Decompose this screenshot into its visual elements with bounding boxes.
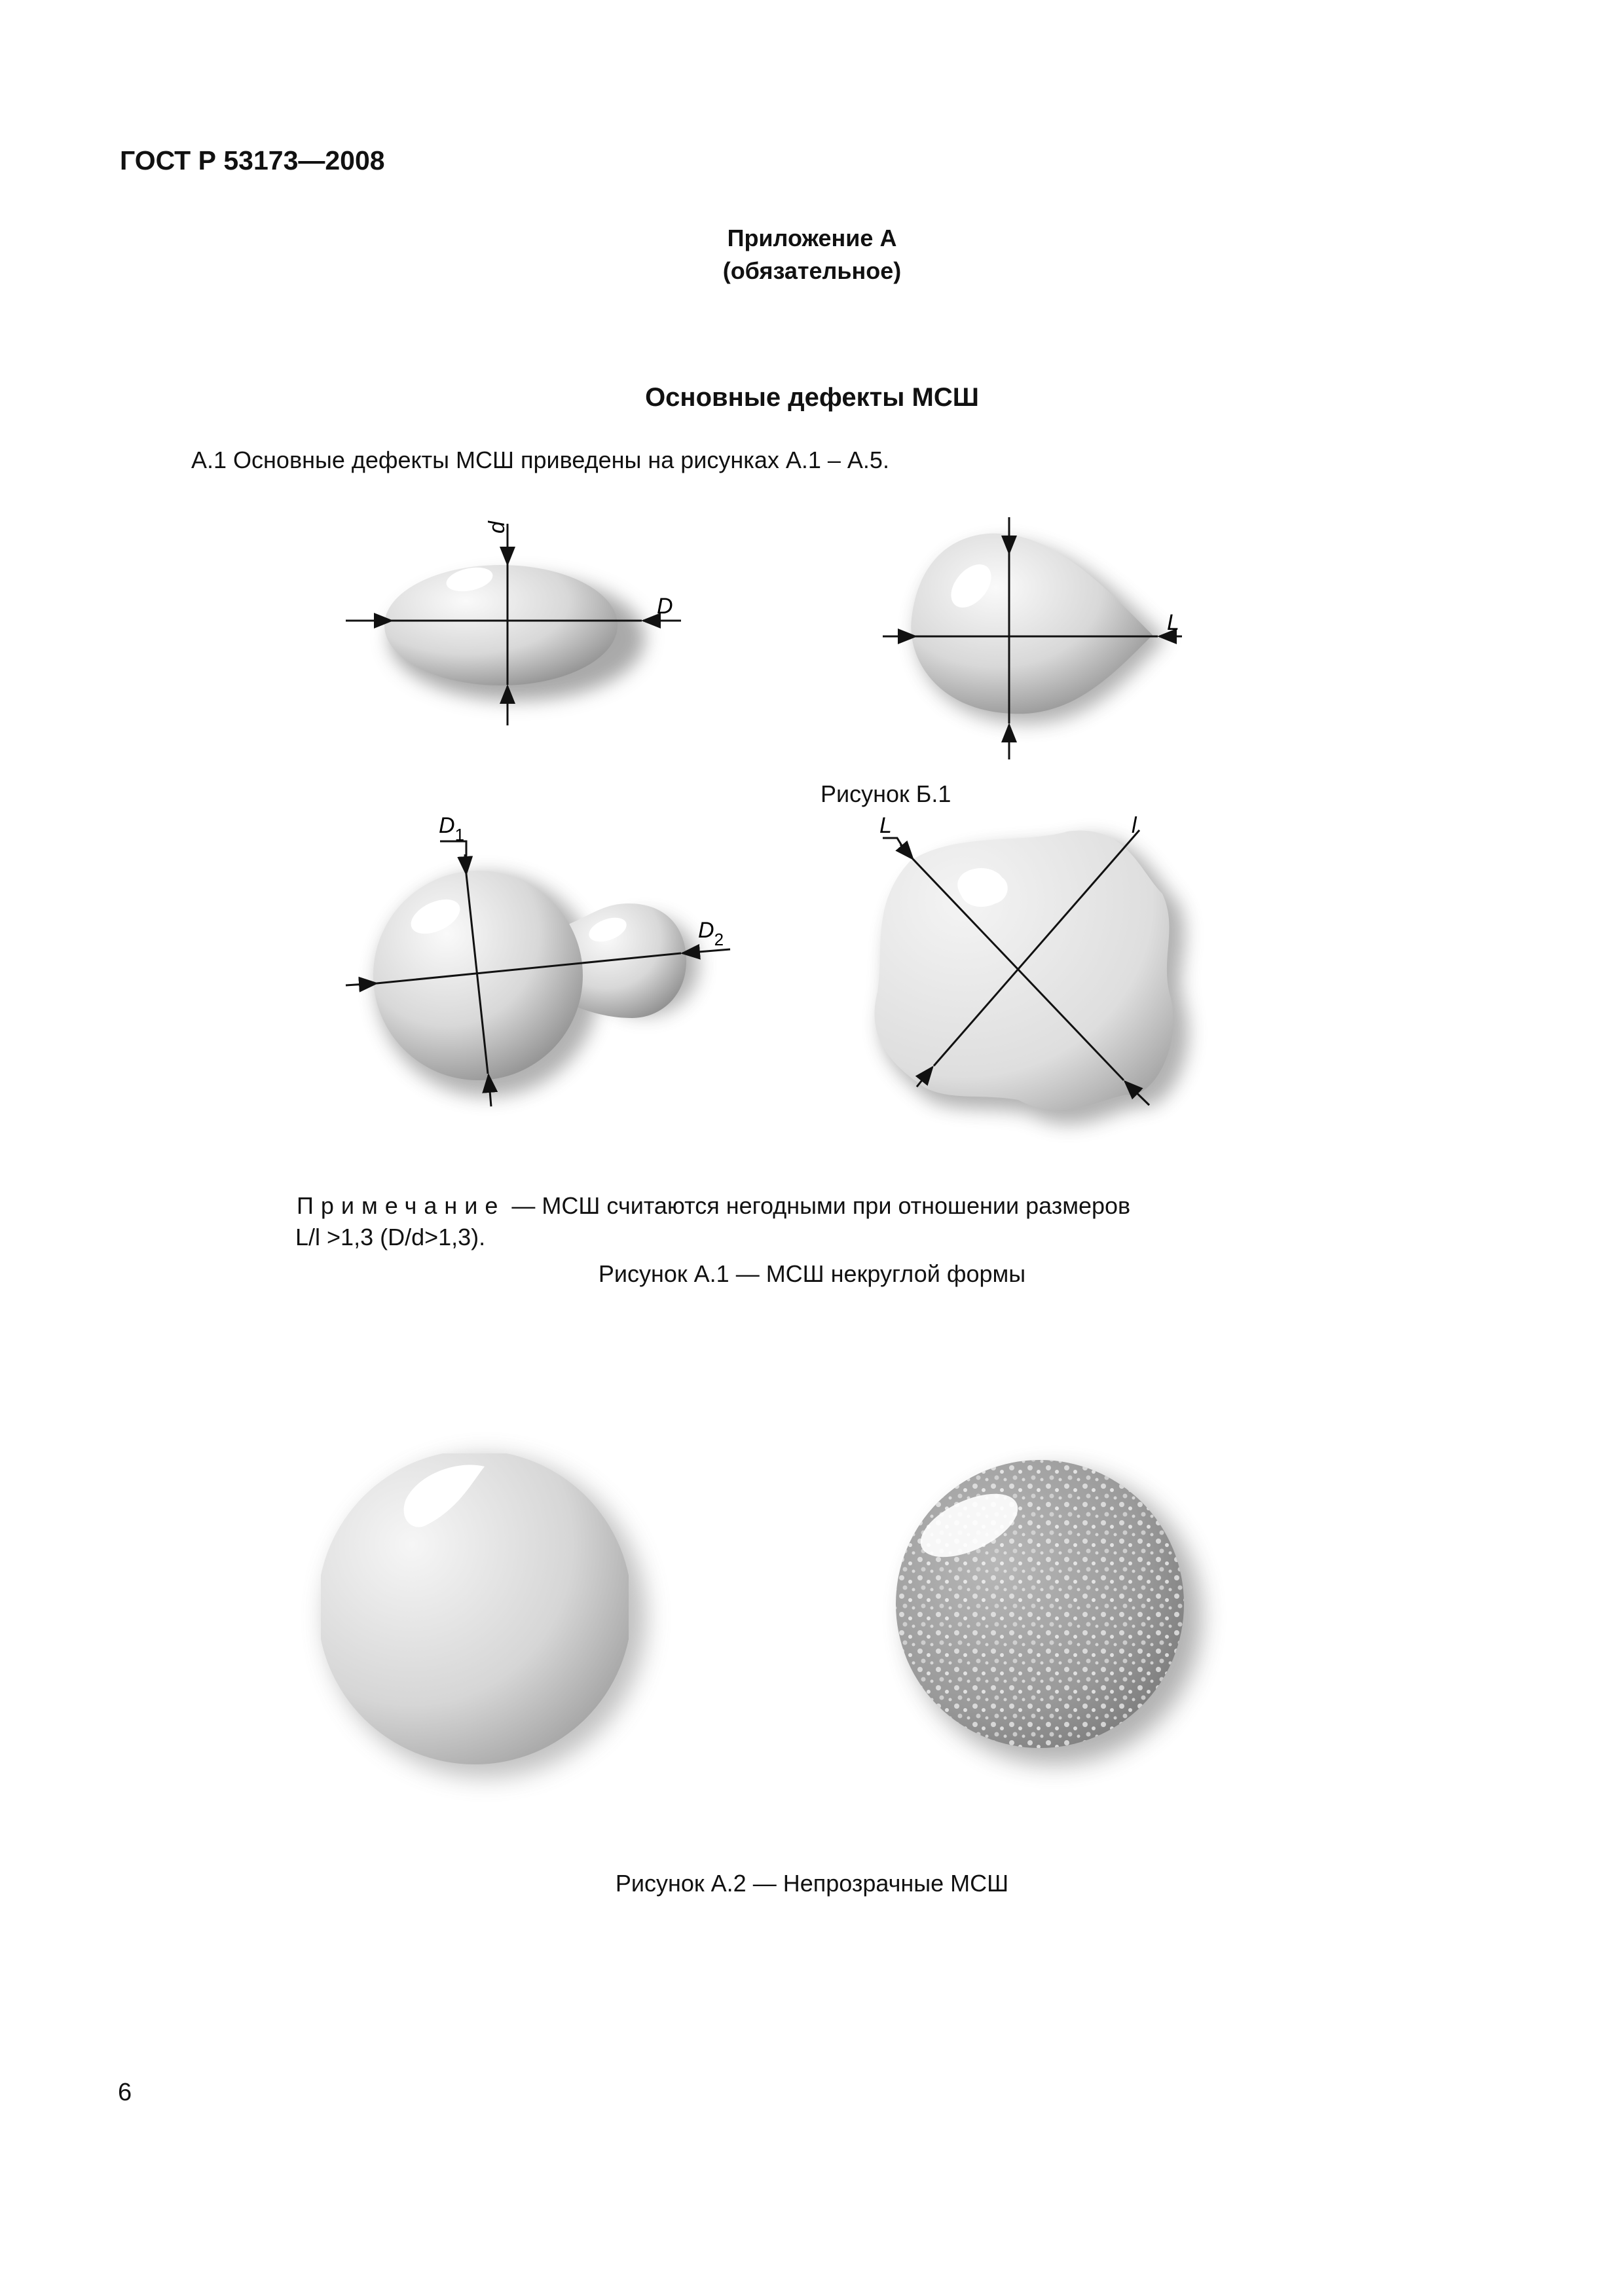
label-D2: $D_2$ [698,918,724,949]
figure-a2-caption: Рисунок А.2 — Непрозрачные МСШ [615,1870,1009,1897]
figure-note [297,1190,1279,1253]
label-D1: $D_1$ [439,813,465,845]
appendix-kind: (обязательное) [722,257,902,284]
appendix-title: Приложение А [727,225,897,251]
label-d: d [485,521,509,534]
grainy-sphere [896,1460,1202,1764]
label-L-irregular: L [879,813,892,838]
figure-a2-drawing [0,1427,1624,1820]
note-text: — МСШ считаются негодными при отношении размеров [505,1192,1131,1219]
inner-caption: Рисунок Б.1 [821,780,951,807]
label-D: D [657,594,673,619]
figure-a1-caption: Рисунок А.1 — МСШ некруглой формы [598,1260,1026,1287]
irregular-defect [874,813,1188,1124]
teardrop-defect [883,517,1182,759]
label-L: L [1167,610,1179,635]
page-number: 6 [118,2079,132,2106]
ellipse-defect [346,520,681,725]
label-l: l [1132,813,1137,838]
double-sphere-defect [346,813,730,1106]
document-code: ГОСТ Р 53173—2008 [120,145,385,175]
opaque-sphere [318,1450,646,1777]
note-text-2: L/l >1,3 (D/d>1,3). [295,1224,486,1250]
note-lead: Примечание [297,1192,506,1219]
section-paragraph: А.1 Основные дефекты МСШ приведены на рисунках А.1 – А.5. [191,446,889,473]
section-title: Основные дефекты МСШ [645,383,979,412]
